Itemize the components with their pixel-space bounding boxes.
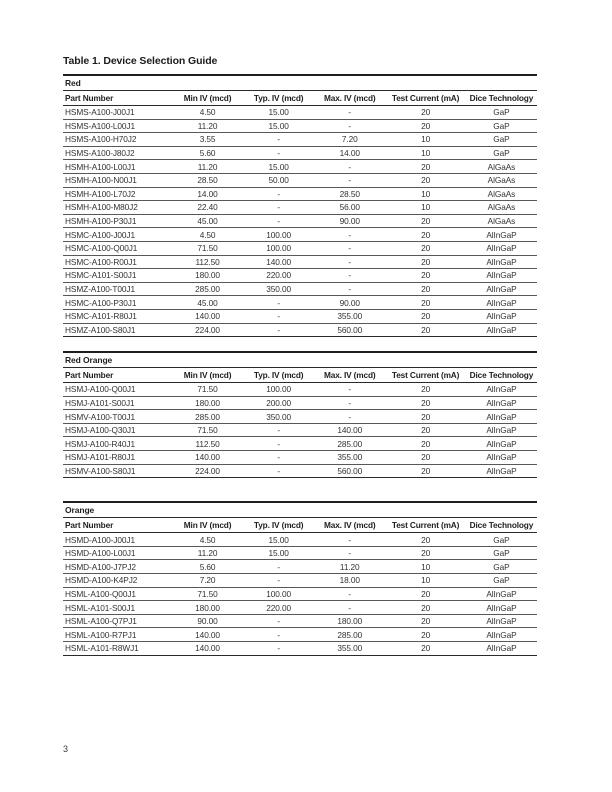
value-cell: AlInGaP	[466, 269, 537, 283]
value-cell: GaP	[466, 119, 537, 133]
part-number-cell: HSMZ-A100-S80J1	[63, 323, 172, 337]
value-cell: 20	[385, 383, 466, 397]
value-cell: 224.00	[172, 323, 243, 337]
value-cell: -	[314, 383, 385, 397]
column-header: Dice Technology	[466, 91, 537, 106]
value-cell: -	[243, 560, 314, 574]
value-cell: 100.00	[243, 228, 314, 242]
part-number-cell: HSMJ-A100-R40J1	[63, 437, 172, 451]
value-cell: AlInGaP	[466, 410, 537, 424]
value-cell: 180.00	[172, 269, 243, 283]
part-number-cell: HSMC-A101-S00J1	[63, 269, 172, 283]
value-cell: GaP	[466, 133, 537, 147]
device-selection-tables	[63, 74, 537, 656]
value-cell: GaP	[466, 146, 537, 160]
value-cell: AlInGaP	[466, 282, 537, 296]
part-number-cell: HSMH-A100-P30J1	[63, 214, 172, 228]
part-number-cell: HSMJ-A101-R80J1	[63, 451, 172, 465]
value-cell: 20	[385, 546, 466, 560]
part-number-cell: HSMD-A100-J00J1	[63, 533, 172, 547]
table-row	[63, 160, 537, 174]
value-cell: -	[314, 241, 385, 255]
value-cell: AlInGaP	[466, 396, 537, 410]
table-row	[63, 282, 537, 296]
value-cell: -	[314, 228, 385, 242]
column-header: Dice Technology	[466, 518, 537, 533]
value-cell: 20	[385, 106, 466, 120]
value-cell: 560.00	[314, 323, 385, 337]
part-number-cell: HSMZ-A100-T00J1	[63, 282, 172, 296]
part-number-cell: HSMD-A100-K4PJ2	[63, 574, 172, 588]
value-cell: 10	[385, 201, 466, 215]
table-row	[63, 255, 537, 269]
value-cell: 350.00	[243, 410, 314, 424]
table-row	[63, 187, 537, 201]
value-cell: 10	[385, 187, 466, 201]
value-cell: AlInGaP	[466, 642, 537, 656]
value-cell: 15.00	[243, 533, 314, 547]
column-header: Max. IV (mcd)	[314, 518, 385, 533]
value-cell: -	[243, 642, 314, 656]
value-cell: 28.50	[172, 173, 243, 187]
table-row	[63, 546, 537, 560]
value-cell: 180.00	[314, 614, 385, 628]
value-cell: 20	[385, 173, 466, 187]
value-cell: AlInGaP	[466, 309, 537, 323]
table-row	[63, 323, 537, 337]
value-cell: 4.50	[172, 106, 243, 120]
table-row	[63, 296, 537, 310]
part-number-cell: HSMV-A100-T00J1	[63, 410, 172, 424]
value-cell: 20	[385, 323, 466, 337]
part-number-cell: HSMC-A100-R00J1	[63, 255, 172, 269]
table-row	[63, 214, 537, 228]
part-number-cell: HSMD-A100-L00J1	[63, 546, 172, 560]
value-cell: -	[243, 574, 314, 588]
table-row	[63, 533, 537, 547]
value-cell: 3.55	[172, 133, 243, 147]
table-row	[63, 614, 537, 628]
value-cell: AlInGaP	[466, 228, 537, 242]
value-cell: 20	[385, 309, 466, 323]
value-cell: AlInGaP	[466, 323, 537, 337]
value-cell: 71.50	[172, 241, 243, 255]
section-label-red: Red	[63, 75, 537, 91]
value-cell: 285.00	[314, 437, 385, 451]
page-content	[63, 55, 537, 656]
value-cell: 112.50	[172, 255, 243, 269]
value-cell: 20	[385, 587, 466, 601]
value-cell: 180.00	[172, 396, 243, 410]
value-cell: 11.20	[172, 119, 243, 133]
column-header: Min IV (mcd)	[172, 91, 243, 106]
column-header: Typ. IV (mcd)	[243, 368, 314, 383]
value-cell: 224.00	[172, 464, 243, 478]
value-cell: 10	[385, 133, 466, 147]
value-cell: -	[243, 214, 314, 228]
part-number-cell: HSMC-A100-P30J1	[63, 296, 172, 310]
table-row	[63, 173, 537, 187]
value-cell: AlInGaP	[466, 296, 537, 310]
value-cell: 50.00	[243, 173, 314, 187]
value-cell: 4.50	[172, 228, 243, 242]
value-cell: 140.00	[172, 628, 243, 642]
value-cell: 15.00	[243, 119, 314, 133]
table-row	[63, 241, 537, 255]
value-cell: -	[314, 546, 385, 560]
value-cell: 7.20	[172, 574, 243, 588]
value-cell: AlInGaP	[466, 451, 537, 465]
value-cell: -	[314, 410, 385, 424]
value-cell: AlGaAs	[466, 201, 537, 215]
value-cell: 18.00	[314, 574, 385, 588]
part-number-cell: HSMJ-A101-S00J1	[63, 396, 172, 410]
value-cell: 28.50	[314, 187, 385, 201]
value-cell: 10	[385, 146, 466, 160]
value-cell: 285.00	[172, 410, 243, 424]
value-cell: 140.00	[172, 309, 243, 323]
value-cell: 350.00	[243, 282, 314, 296]
table-row	[63, 396, 537, 410]
value-cell: 20	[385, 269, 466, 283]
table-row	[63, 201, 537, 215]
table-title: Table 1. Device Selection Guide	[63, 55, 218, 67]
table-row	[63, 601, 537, 615]
column-header: Part Number	[63, 368, 172, 383]
value-cell: 20	[385, 451, 466, 465]
part-number-cell: HSMV-A100-S80J1	[63, 464, 172, 478]
part-number-cell: HSMD-A100-J7PJ2	[63, 560, 172, 574]
value-cell: 20	[385, 228, 466, 242]
table-row	[63, 383, 537, 397]
value-cell: 5.60	[172, 560, 243, 574]
value-cell: -	[243, 187, 314, 201]
value-cell: 112.50	[172, 437, 243, 451]
value-cell: 22.40	[172, 201, 243, 215]
value-cell: 90.00	[314, 296, 385, 310]
value-cell: 20	[385, 396, 466, 410]
value-cell: AlInGaP	[466, 383, 537, 397]
column-header: Test Current (mA)	[385, 368, 466, 383]
column-header: Max. IV (mcd)	[314, 91, 385, 106]
value-cell: -	[243, 614, 314, 628]
section-label-red-orange: Red Orange	[63, 352, 537, 368]
column-header: Test Current (mA)	[385, 91, 466, 106]
part-number-cell: HSMS-A100-J00J1	[63, 106, 172, 120]
column-header: Typ. IV (mcd)	[243, 91, 314, 106]
column-header: Min IV (mcd)	[172, 368, 243, 383]
value-cell: AlInGaP	[466, 241, 537, 255]
value-cell: AlInGaP	[466, 628, 537, 642]
value-cell: 14.00	[314, 146, 385, 160]
value-cell: 10	[385, 574, 466, 588]
table-row	[63, 146, 537, 160]
value-cell: -	[314, 173, 385, 187]
value-cell: -	[243, 451, 314, 465]
value-cell: 220.00	[243, 269, 314, 283]
value-cell: AlInGaP	[466, 423, 537, 437]
table-row	[63, 560, 537, 574]
value-cell: -	[243, 296, 314, 310]
value-cell: AlGaAs	[466, 214, 537, 228]
part-number-cell: HSMJ-A100-Q00J1	[63, 383, 172, 397]
value-cell: 20	[385, 628, 466, 642]
value-cell: 56.00	[314, 201, 385, 215]
value-cell: -	[243, 201, 314, 215]
section-label-orange: Orange	[63, 502, 537, 518]
value-cell: 4.50	[172, 533, 243, 547]
table-row	[63, 133, 537, 147]
value-cell: -	[243, 628, 314, 642]
value-cell: 560.00	[314, 464, 385, 478]
column-header: Part Number	[63, 518, 172, 533]
value-cell: 20	[385, 614, 466, 628]
value-cell: 355.00	[314, 642, 385, 656]
value-cell: 355.00	[314, 309, 385, 323]
value-cell: 15.00	[243, 160, 314, 174]
value-cell: -	[314, 160, 385, 174]
part-number-cell: HSMS-A100-L00J1	[63, 119, 172, 133]
value-cell: GaP	[466, 546, 537, 560]
value-cell: GaP	[466, 106, 537, 120]
value-cell: AlInGaP	[466, 255, 537, 269]
table-row	[63, 464, 537, 478]
value-cell: -	[314, 533, 385, 547]
part-number-cell: HSML-A101-S00J1	[63, 601, 172, 615]
column-header: Typ. IV (mcd)	[243, 518, 314, 533]
value-cell: 20	[385, 423, 466, 437]
part-number-cell: HSMJ-A100-Q30J1	[63, 423, 172, 437]
part-number-cell: HSMH-A100-L70J2	[63, 187, 172, 201]
value-cell: 20	[385, 241, 466, 255]
value-cell: 140.00	[243, 255, 314, 269]
value-cell: 7.20	[314, 133, 385, 147]
part-number-cell: HSMH-A100-L00J1	[63, 160, 172, 174]
page-number: 3	[63, 744, 69, 754]
value-cell: -	[314, 601, 385, 615]
value-cell: 100.00	[243, 587, 314, 601]
value-cell: GaP	[466, 533, 537, 547]
value-cell: 20	[385, 119, 466, 133]
value-cell: 20	[385, 642, 466, 656]
value-cell: 71.50	[172, 587, 243, 601]
table-row	[63, 642, 537, 656]
table-row	[63, 587, 537, 601]
value-cell: 285.00	[314, 628, 385, 642]
value-cell: 20	[385, 160, 466, 174]
value-cell: -	[243, 133, 314, 147]
value-cell: -	[314, 282, 385, 296]
table-row	[63, 309, 537, 323]
part-number-cell: HSMC-A100-J00J1	[63, 228, 172, 242]
value-cell: 90.00	[314, 214, 385, 228]
value-cell: AlInGaP	[466, 437, 537, 451]
value-cell: 20	[385, 296, 466, 310]
value-cell: 11.20	[314, 560, 385, 574]
device-table-orange	[63, 501, 537, 655]
value-cell: -	[314, 255, 385, 269]
part-number-cell: HSML-A101-R8WJ1	[63, 642, 172, 656]
table-row	[63, 228, 537, 242]
value-cell: 20	[385, 214, 466, 228]
value-cell: 20	[385, 464, 466, 478]
part-number-cell: HSMS-A100-H70J2	[63, 133, 172, 147]
value-cell: -	[243, 146, 314, 160]
device-table-red	[63, 74, 537, 337]
value-cell: 100.00	[243, 241, 314, 255]
value-cell: 90.00	[172, 614, 243, 628]
part-number-cell: HSMC-A100-Q00J1	[63, 241, 172, 255]
part-number-cell: HSMC-A101-R80J1	[63, 309, 172, 323]
value-cell: AlInGaP	[466, 464, 537, 478]
table-row	[63, 437, 537, 451]
value-cell: AlInGaP	[466, 601, 537, 615]
value-cell: 20	[385, 255, 466, 269]
table-row	[63, 451, 537, 465]
value-cell: 355.00	[314, 451, 385, 465]
value-cell: 71.50	[172, 383, 243, 397]
value-cell: 10	[385, 560, 466, 574]
value-cell: 5.60	[172, 146, 243, 160]
table-row	[63, 628, 537, 642]
value-cell: AlInGaP	[466, 614, 537, 628]
value-cell: 20	[385, 601, 466, 615]
table-row	[63, 574, 537, 588]
table-row	[63, 106, 537, 120]
value-cell: -	[314, 106, 385, 120]
value-cell: GaP	[466, 574, 537, 588]
value-cell: -	[314, 269, 385, 283]
value-cell: 100.00	[243, 383, 314, 397]
value-cell: -	[314, 396, 385, 410]
value-cell: 20	[385, 437, 466, 451]
value-cell: -	[243, 423, 314, 437]
value-cell: 180.00	[172, 601, 243, 615]
value-cell: 71.50	[172, 423, 243, 437]
value-cell: 11.20	[172, 160, 243, 174]
value-cell: 45.00	[172, 296, 243, 310]
value-cell: 140.00	[314, 423, 385, 437]
column-header: Part Number	[63, 91, 172, 106]
part-number-cell: HSMH-A100-N00J1	[63, 173, 172, 187]
value-cell: 220.00	[243, 601, 314, 615]
value-cell: -	[314, 587, 385, 601]
column-header: Dice Technology	[466, 368, 537, 383]
column-header: Min IV (mcd)	[172, 518, 243, 533]
value-cell: AlGaAs	[466, 160, 537, 174]
value-cell: 20	[385, 282, 466, 296]
table-row	[63, 423, 537, 437]
value-cell: -	[243, 323, 314, 337]
value-cell: AlGaAs	[466, 173, 537, 187]
table-row	[63, 119, 537, 133]
value-cell: 140.00	[172, 642, 243, 656]
value-cell: -	[243, 437, 314, 451]
value-cell: 15.00	[243, 546, 314, 560]
value-cell: 14.00	[172, 187, 243, 201]
value-cell: 20	[385, 533, 466, 547]
value-cell: 20	[385, 410, 466, 424]
column-header: Max. IV (mcd)	[314, 368, 385, 383]
part-number-cell: HSMH-A100-M80J2	[63, 201, 172, 215]
part-number-cell: HSML-A100-Q00J1	[63, 587, 172, 601]
value-cell: 285.00	[172, 282, 243, 296]
value-cell: GaP	[466, 560, 537, 574]
table-row	[63, 269, 537, 283]
value-cell: 200.00	[243, 396, 314, 410]
table-row	[63, 410, 537, 424]
column-header: Test Current (mA)	[385, 518, 466, 533]
part-number-cell: HSMS-A100-J80J2	[63, 146, 172, 160]
value-cell: 45.00	[172, 214, 243, 228]
value-cell: -	[243, 464, 314, 478]
value-cell: -	[314, 119, 385, 133]
device-table-red-orange	[63, 351, 537, 478]
value-cell: 140.00	[172, 451, 243, 465]
value-cell: 15.00	[243, 106, 314, 120]
part-number-cell: HSML-A100-R7PJ1	[63, 628, 172, 642]
value-cell: 11.20	[172, 546, 243, 560]
value-cell: AlInGaP	[466, 587, 537, 601]
value-cell: AlGaAs	[466, 187, 537, 201]
part-number-cell: HSML-A100-Q7PJ1	[63, 614, 172, 628]
value-cell: -	[243, 309, 314, 323]
